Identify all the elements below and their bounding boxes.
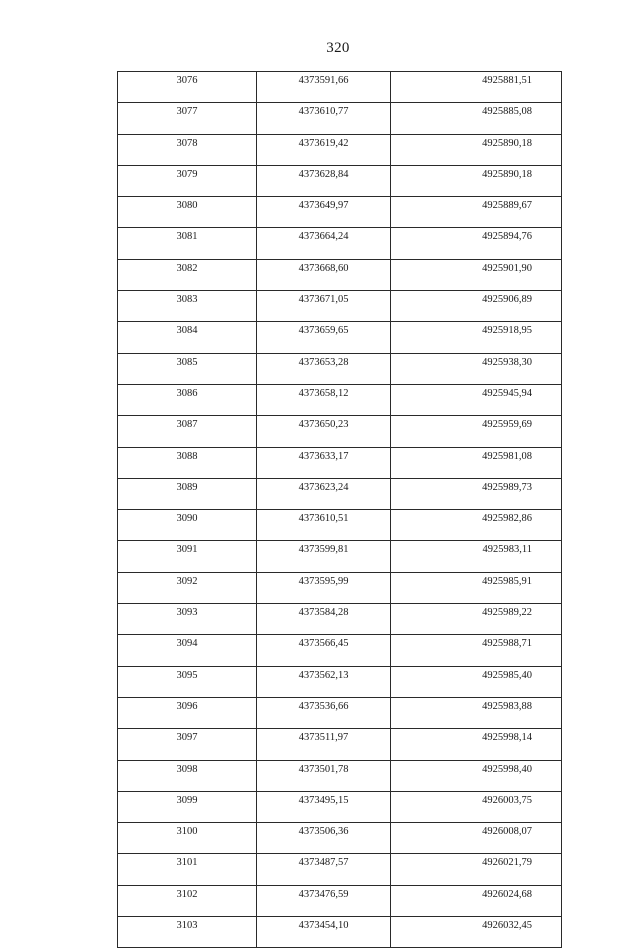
x-coordinate-cell: 4373454,10 (257, 917, 391, 948)
point-number-cell: 3081 (118, 228, 257, 259)
y-coordinate-cell: 4925983,88 (391, 697, 562, 728)
y-coordinate-cell: 4925881,51 (391, 72, 562, 103)
table-row (118, 72, 562, 103)
y-coordinate-cell: 4925981,08 (391, 447, 562, 478)
table-row (118, 416, 562, 447)
point-number-cell: 3084 (118, 322, 257, 353)
y-coordinate-cell: 4925998,40 (391, 760, 562, 791)
point-number-cell: 3095 (118, 666, 257, 697)
point-number-cell: 3086 (118, 384, 257, 415)
y-coordinate-cell: 4925988,71 (391, 635, 562, 666)
y-coordinate-cell: 4925894,76 (391, 228, 562, 259)
x-coordinate-cell: 4373628,84 (257, 165, 391, 196)
y-coordinate-cell: 4926003,75 (391, 791, 562, 822)
table-row (118, 259, 562, 290)
x-coordinate-cell: 4373495,15 (257, 791, 391, 822)
y-coordinate-cell: 4925945,94 (391, 384, 562, 415)
table-row (118, 322, 562, 353)
table-row (118, 353, 562, 384)
table-row (118, 447, 562, 478)
table-row (118, 854, 562, 885)
table-row (118, 885, 562, 916)
x-coordinate-cell: 4373610,51 (257, 510, 391, 541)
y-coordinate-cell: 4926021,79 (391, 854, 562, 885)
table-row (118, 604, 562, 635)
point-number-cell: 3097 (118, 729, 257, 760)
x-coordinate-cell: 4373506,36 (257, 823, 391, 854)
x-coordinate-cell: 4373595,99 (257, 572, 391, 603)
y-coordinate-cell: 4925998,14 (391, 729, 562, 760)
y-coordinate-cell: 4925989,22 (391, 604, 562, 635)
x-coordinate-cell: 4373566,45 (257, 635, 391, 666)
x-coordinate-cell: 4373650,23 (257, 416, 391, 447)
y-coordinate-cell: 4925885,08 (391, 103, 562, 134)
table-row (118, 635, 562, 666)
x-coordinate-cell: 4373664,24 (257, 228, 391, 259)
point-number-cell: 3099 (118, 791, 257, 822)
table-row (118, 165, 562, 196)
y-coordinate-cell: 4925901,90 (391, 259, 562, 290)
x-coordinate-cell: 4373619,42 (257, 134, 391, 165)
x-coordinate-cell: 4373562,13 (257, 666, 391, 697)
table-row (118, 541, 562, 572)
x-coordinate-cell: 4373599,81 (257, 541, 391, 572)
point-number-cell: 3096 (118, 697, 257, 728)
y-coordinate-cell: 4925989,73 (391, 478, 562, 509)
y-coordinate-cell: 4925983,11 (391, 541, 562, 572)
table-row (118, 103, 562, 134)
y-coordinate-cell: 4925938,30 (391, 353, 562, 384)
table-row (118, 729, 562, 760)
point-number-cell: 3103 (118, 917, 257, 948)
coordinates-table-body (118, 72, 562, 948)
table-row (118, 134, 562, 165)
y-coordinate-cell: 4925985,40 (391, 666, 562, 697)
point-number-cell: 3082 (118, 259, 257, 290)
point-number-cell: 3087 (118, 416, 257, 447)
table-row (118, 917, 562, 948)
y-coordinate-cell: 4925918,95 (391, 322, 562, 353)
point-number-cell: 3100 (118, 823, 257, 854)
x-coordinate-cell: 4373536,66 (257, 697, 391, 728)
x-coordinate-cell: 4373659,65 (257, 322, 391, 353)
point-number-cell: 3092 (118, 572, 257, 603)
x-coordinate-cell: 4373610,77 (257, 103, 391, 134)
table-row (118, 197, 562, 228)
x-coordinate-cell: 4373671,05 (257, 291, 391, 322)
y-coordinate-cell: 4925982,86 (391, 510, 562, 541)
point-number-cell: 3093 (118, 604, 257, 635)
point-number-cell: 3091 (118, 541, 257, 572)
table-row (118, 291, 562, 322)
table-row (118, 666, 562, 697)
table-row (118, 823, 562, 854)
point-number-cell: 3098 (118, 760, 257, 791)
table-row (118, 510, 562, 541)
point-number-cell: 3079 (118, 165, 257, 196)
x-coordinate-cell: 4373476,59 (257, 885, 391, 916)
point-number-cell: 3101 (118, 854, 257, 885)
point-number-cell: 3088 (118, 447, 257, 478)
point-number-cell: 3089 (118, 478, 257, 509)
x-coordinate-cell: 4373591,66 (257, 72, 391, 103)
x-coordinate-cell: 4373511,97 (257, 729, 391, 760)
table-row (118, 384, 562, 415)
point-number-cell: 3094 (118, 635, 257, 666)
x-coordinate-cell: 4373649,97 (257, 197, 391, 228)
x-coordinate-cell: 4373487,57 (257, 854, 391, 885)
point-number-cell: 3080 (118, 197, 257, 228)
coordinates-table (117, 71, 562, 948)
y-coordinate-cell: 4926032,45 (391, 917, 562, 948)
x-coordinate-cell: 4373501,78 (257, 760, 391, 791)
point-number-cell: 3085 (118, 353, 257, 384)
point-number-cell: 3083 (118, 291, 257, 322)
x-coordinate-cell: 4373584,28 (257, 604, 391, 635)
point-number-cell: 3090 (118, 510, 257, 541)
table-row (118, 478, 562, 509)
point-number-cell: 3102 (118, 885, 257, 916)
table-row (118, 572, 562, 603)
x-coordinate-cell: 4373668,60 (257, 259, 391, 290)
table-row (118, 697, 562, 728)
y-coordinate-cell: 4925906,89 (391, 291, 562, 322)
x-coordinate-cell: 4373623,24 (257, 478, 391, 509)
y-coordinate-cell: 4925890,18 (391, 134, 562, 165)
y-coordinate-cell: 4925890,18 (391, 165, 562, 196)
table-row (118, 791, 562, 822)
point-number-cell: 3077 (118, 103, 257, 134)
page-number: 320 (326, 40, 350, 56)
x-coordinate-cell: 4373633,17 (257, 447, 391, 478)
point-number-cell: 3076 (118, 72, 257, 103)
x-coordinate-cell: 4373653,28 (257, 353, 391, 384)
y-coordinate-cell: 4925985,91 (391, 572, 562, 603)
y-coordinate-cell: 4925959,69 (391, 416, 562, 447)
x-coordinate-cell: 4373658,12 (257, 384, 391, 415)
y-coordinate-cell: 4926024,68 (391, 885, 562, 916)
table-row (118, 760, 562, 791)
point-number-cell: 3078 (118, 134, 257, 165)
y-coordinate-cell: 4926008,07 (391, 823, 562, 854)
table-row (118, 228, 562, 259)
y-coordinate-cell: 4925889,67 (391, 197, 562, 228)
